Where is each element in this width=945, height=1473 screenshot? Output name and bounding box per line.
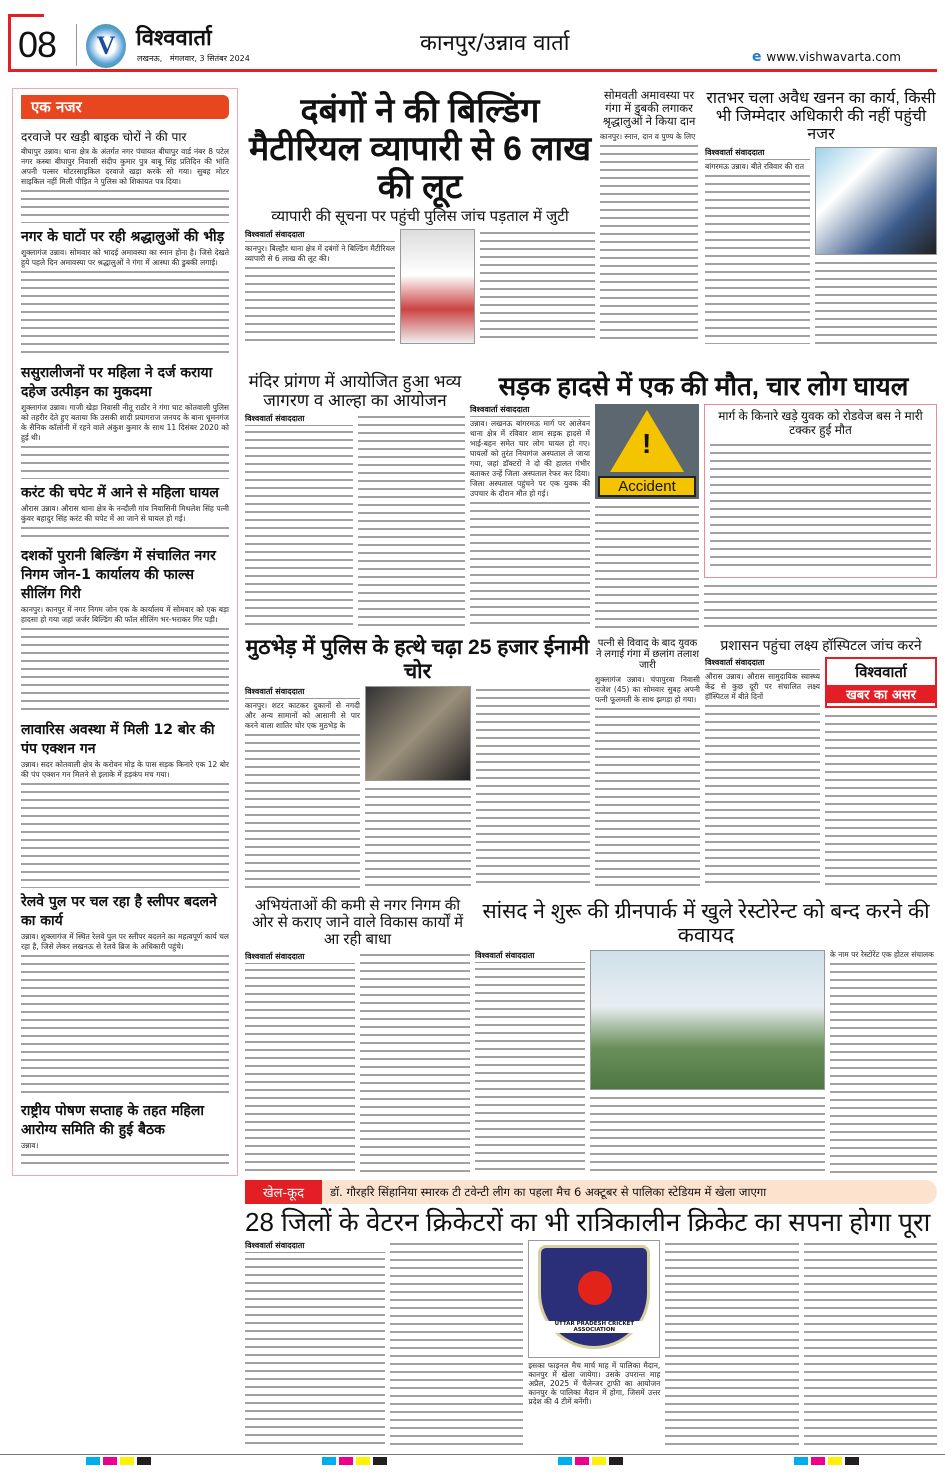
encounter-article: मुठभेड़ में पुलिस के हत्थे चढ़ा 25 हजार ईनामी चोर विश्ववार्ता संवाददाता कानपुर। शटर काटकर दुकानों से नगदी और अन्य सामानों को आसानी से पार करने वाला शातिर चोर एक मुठभेड़ के xyxy=(245,636,590,888)
mandir-article: मंदिर प्रांगण में आयोजित हुआ भव्य जागरण व आल्हा का आयोजन विश्ववार्ता संवाददाता xyxy=(245,372,465,628)
mandir-headline: मंदिर प्रांगण में आयोजित हुआ भव्य जागरण व आल्हा का आयोजन xyxy=(248,372,462,411)
hospital-article: प्रशासन पहुंचा लक्ष्य हॉस्पिटल जांच करने विश्ववार्ता संवाददाता औरास उन्नाव। औरास सामुदायिक स्वास्थ्य केंद्र से कुछ दूरी पर संचालित लक्ष्य हॉस्पिटल में बीते दिनों विश्ववार्ता खबर का असर xyxy=(705,638,937,888)
accident-image-label: Accident xyxy=(598,476,696,497)
nigam-article: अभियंताओं की कमी से नगर निगम की ओर से कराए जाने वाले विकास कार्यों में आ रही बाधा विश्ववार्ता संवाददाता xyxy=(245,898,470,1174)
article-title: दशकों पुरानी बिल्डिंग में संचालित नगर निगम जोन-1 कार्यालय की फाल्स सीलिंग गिरी xyxy=(21,548,216,602)
somvati-article: सोमवती अमावस्या पर गंगा में डुबकी लगाकर श्रृद्धालुओं ने किया दान कानपुर। स्नान, दान व पुण्य के लिए xyxy=(600,90,698,344)
accident-headline: सड़क हादसे में एक की मौत, चार लोग घायल xyxy=(498,371,909,401)
accident-article: सड़क हादसे में एक की मौत, चार लोग घायल विश्ववार्ता संवाददाता उन्नाव। लखनऊ बांगरमऊ मार्ग पर आलेवन थाना क्षेत्र में रविवार शाम सड़क हादसे में भाई-बहन समेत चार लोग घायल हो गए। घायलों को तुरंत नियागंज अस्पताल ले जाया गया, जहां डॉक्टरों ने दो की हालत गंभीर बताकर उन्हें जिला अस्पताल रेफर कर दिया। जिला अस्पताल पहुंचने पर एक युवक की उपचार के दौरान मौत हो गई। ! Accident मार्ग के किनारे खड़े युवक को रोडवेज बस ने मारी टक्कर हुई मौत xyxy=(470,372,937,630)
stadium-photo xyxy=(590,950,825,1090)
registration-marks xyxy=(0,1454,945,1466)
article-title: ससुरालीजनों पर महिला ने दर्ज कराया दहेज उत्पीड़न का मुकदमा xyxy=(21,364,213,400)
sansad-article: सांसद ने शुरू की ग्रीनपार्क में खुले रेस्टोरेन्ट को बन्द करने की कवायद विश्ववार्ता संवाददाता के नाम पर रेस्टोरेंट एक होटल संचालक xyxy=(475,900,937,1174)
encounter-headline: मुठभेड़ में पुलिस के हत्थे चढ़ा 25 हजार ईनामी चोर xyxy=(245,636,590,683)
logo-icon: V xyxy=(86,24,126,68)
khanan-headline: रातभर चला अवैध खनन का कार्य, किसी भी जिम्मेदार अधिकारी की नहीं पहुंची नजर xyxy=(706,90,936,143)
ek-nazar-tag: एक नजर xyxy=(21,95,229,119)
upca-logo-text: UTTAR PRADESH CRICKET ASSOCIATION xyxy=(539,1321,649,1333)
sports-strap-text: डॉ. गौरहरि सिंहानिया स्मारक टी टवेन्टी लीग का पहला मैच 6 अक्टूबर से पालिका स्टेडियम में खेला जाएगा xyxy=(330,1184,767,1199)
sansad-headline: सांसद ने शुरू की ग्रीनपार्क में खुले रेस्टोरेन्ट को बन्द करने की कवायद xyxy=(482,900,930,947)
sports-headline: 28 जिलों के वेटरन क्रिकेटरों का भी रात्रिकालीन क्रिकेट का सपना होगा पूरा xyxy=(245,1207,931,1237)
khanan-photo xyxy=(815,147,937,255)
hospital-headline: प्रशासन पहुंचा लक्ष्य हॉस्पिटल जांच करने xyxy=(720,637,922,653)
article-title: राष्ट्रीय पोषण सप्ताह के तहत महिला आरोग्य समिति की हुई बैठक xyxy=(21,1102,204,1138)
section-title: कानपुर/उन्नाव वार्ता xyxy=(420,31,570,56)
somvati-headline: सोमवती अमावस्या पर गंगा में डुबकी लगाकर श्रृद्धालुओं ने किया दान xyxy=(602,90,696,128)
place-date: लखनऊ, मंगलवार, 3 सितंबर 2024 xyxy=(137,54,250,63)
lead-photo xyxy=(400,229,475,344)
accident-box: मार्ग के किनारे खड़े युवक को रोडवेज बस ने मारी टक्कर हुई मौत xyxy=(704,404,937,577)
article-title: रेलवे पुल पर चल रहा है स्लीपर बदलने का कार्य xyxy=(21,894,217,930)
accident-image xyxy=(595,404,699,499)
article-title: दरवाजे पर खड़ी बाइक चोरों ने की पार xyxy=(21,130,187,144)
website-link[interactable]: e www.vishwavarta.com xyxy=(752,49,901,65)
browser-icon: e xyxy=(752,49,767,65)
encounter-photo xyxy=(365,686,471,781)
khabar-ka-asar-badge: विश्ववार्ता खबर का असर xyxy=(825,657,937,708)
sports-strap xyxy=(245,1180,937,1204)
lead-article: दबंगों ने की बिल्डिंग मैटीरियल व्यापारी से 6 लाख की लूट व्यापारी की सूचना पर पहुंची पुलिस जांच पड़ताल में जुटी विश्ववार्ता संवाददाता कानपुर। बिल्हौर थाना क्षेत्र में दबंगों ने बिल्डिंग मैटीरियल व्यापारी से 6 लाख की लूट की। xyxy=(245,92,595,344)
patni-article: पत्नी से विवाद के बाद युवक ने लगाई गंगा में छलांग तलाश जारी शुक्लागंज उन्नाव। चंपापुरवा निवासी राजेश (45) का सोमवार सुबह अपनी पत्नी फूलमती के साथ झगड़ा हो गया। xyxy=(595,638,700,888)
sports-article: खेल-कूद डॉ. गौरहरि सिंहानिया स्मारक टी टवेन्टी लीग का पहला मैच 6 अक्टूबर से पालिका स्टेडियम में खेला जाएगा 28 जिलों के वेटरन क्रिकेटरों का भी रात्रिकालीन क्रिकेट का सपना होगा पूरा विश्ववार्ता संवाददाता UTTAR PRADESH CRICKET ASSOCIATION इसका फाइनल मैच मार्च माह में पालिका मैदान, कानपुर में खेला जायेगा। उसके उपरान्त माह अप्रैल, 2025 में चैलेन्जर ट्राफी का आयोजन कानपुर के पालिका मैदान में होगा, जिसमें उत्तर प्रदेश की 4 टीमें बनेंगी। xyxy=(245,1180,937,1448)
article-title: नगर के घाटों पर रही श्रद्धालुओं की भीड़ xyxy=(21,229,225,246)
sports-tag: खेल-कूद xyxy=(245,1180,322,1204)
paper-name: विश्ववार्ता xyxy=(136,26,212,51)
article-title: करंट की चपेट में आने से महिला घायल xyxy=(21,484,219,501)
patni-headline: पत्नी से विवाद के बाद युवक ने लगाई गंगा में छलांग तलाश जारी xyxy=(595,638,700,672)
upca-logo xyxy=(528,1240,660,1358)
lead-headline: दबंगों ने की बिल्डिंग मैटीरियल व्यापारी से 6 लाख की लूट xyxy=(248,92,592,207)
page-number: 08 xyxy=(18,24,57,65)
lead-subhead: व्यापारी की सूचना पर पहुंची पुलिस जांच पड़ताल में जुटी xyxy=(271,208,569,226)
exclamation-mark: ! xyxy=(642,428,652,460)
ek-nazar-column: एक नजर दरवाजे पर खड़ी बाइक चोरों ने की पार बीघापुर उन्नाव। थाना क्षेत्र के अंतर्गत नगर पंचायत बीघापुर वार्ड नंबर 8 पटेल नगर कस्बा बीघापुर निवासी संदीप कुमार पुत्र बाबू सिंह प्रतिदिन की भांति अपनी पल्सर मोटरसाइकिल दरवाजे खड़ा करके सो गया। सुबह मोटर साइकिल नहीं मिली पीड़ित ने पुलिस को शिकायत पत्र दिया। नगर के घाटों पर रही श्रद्धालुओं की भीड़ शुक्लागंज उन्नाव। सोमवार को भादई अमावस्या का स्नान होना है। जिसे देखते हुये पहले दिन अमावस्या पर श्रद्धालुओं ने गंगा में आस्था की डुबकी लगाई। ससुरालीजनों पर महिला ने दर्ज कराया दहेज उत्पीड़न का मुकदमा शुक्लागंज उन्नाव। गाजी खेड़ा निवासी नीतू राठौर ने गंगा घाट कोतवाली पुलिस को तहरीर देते हुए बताया कि उसकी शादी प्रयागराज जनपद के बाना धूमनगंज के सैनिक कॉलोनी में रहने वाले अंकुश कुमार के साथ 11 दिसंबर 2020 को हुई थी। करंट की चपेट में आने से महिला घायल औरास उन्नाव। औरास थाना क्षेत्र के नन्दौली गांव निवासिनी मिथलेश सिंह पत्नी कुंवर बहादुर सिंह करंट की चपेट में आ जाने से घायल हो गई। दशकों पुरानी बिल्डिंग में संचालित नगर निगम जोन-1 कार्यालय की फाल्स सीलिंग गिरी कानपुर। कानपुर में नगर निगम जोन एक के कार्यालय में सोमवार को एक बड़ा हादसा हो गया जहां जर्जर बिल्डिंग की फॉल सीलिंग भर-भराकर गिर पड़ी। लावारिस अवस्था में मिली 12 बोर की पंप एक्शन गन उन्नाव। सदर कोतवाली क्षेत्र के करोवन मोड़ के पास सड़क किनारे एक 12 बोर की पंप एक्शन गन मिलने से इलाके में हड़कंप मच गया। रेलवे पुल पर चल रहा है स्लीपर बदलने का कार्य उन्नाव। शुक्लागंज में स्थित रेलवे पुल पर स्लीपर बदलने का महत्वपूर्ण कार्य चल रहा है, जिसे लेकर लखनऊ से रेलवे ब्रिज के अधिकारी पहुंचे। राष्ट्रीय पोषण सप्ताह के तहत महिला आरोग्य समिति की हुई बैठक उन्नाव। xyxy=(12,88,238,1176)
nigam-headline: अभियंताओं की कमी से नगर निगम की ओर से कराए जाने वाले विकास कार्यों में आ रही बाधा xyxy=(251,897,464,948)
khanan-article: रातभर चला अवैध खनन का कार्य, किसी भी जिम्मेदार अधिकारी की नहीं पहुंची नजर विश्ववार्ता संवाददाता बांगरमऊ उन्नाव। बीते रविवार की रात xyxy=(705,90,937,344)
article-title: लावारिस अवस्था में मिली 12 बोर की पंप एक्शन गन xyxy=(21,721,215,757)
